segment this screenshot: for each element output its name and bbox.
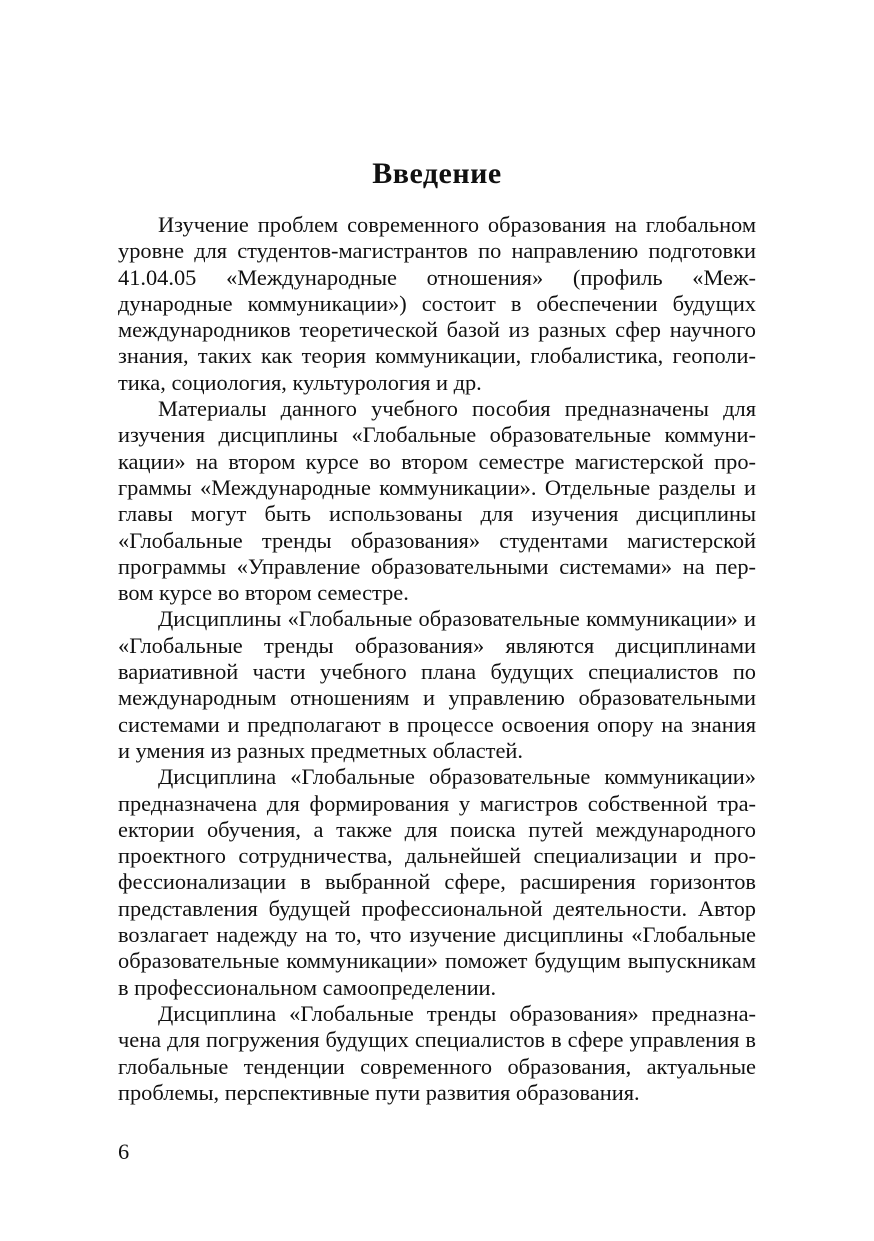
body-text: [118, 212, 756, 1106]
paragraph-3: Дисциплины «Глобальные образовательные коммуникации» и «Глобальные тренды образования» являются дисциплинами вариативной части учебного плана будущих специалистов по международным отношениям и управлению образовательными системами и предполагают в процессе освоения опору на знания и умения из разных предметных областей.: [118, 606, 756, 763]
page-title: Введение: [372, 157, 502, 190]
paragraph-1: Изучение проблем современного образования на глобальном уровне для студентов-магистрантов по направлению подготовки 41.04.05 «Международные отношения» (профиль «Международные коммуникации») состоит в обеспечении будущих международников теоретической базой из разных сфер научного знания, таких как теория коммуникации, глобалистика, геополитика, социология, культурология и др.: [118, 212, 756, 395]
paragraph-4: Дисциплина «Глобальные образовательные коммуникации» предназначена для формирования у магистров собственной траектории обучения, а также для поиска путей международного проектного сотрудничества, дальнейшей специализации и профессионализации в выбранной сфере, расширения горизонтов представления будущей профессиональной деятельности. Автор возлагает надежду на то, что изучение дисциплины «Глобальные образовательные коммуникации» поможет будущим выпускникам в профессиональном самоопределении.: [118, 764, 756, 1000]
paragraph-2: Материалы данного учебного пособия предназначены для изучения дисциплины «Глобальные образовательные коммуникации» на втором курсе во втором семестре магистерской программы «Международные коммуникации». Отдельные разделы и главы могут быть использованы для изучения дисциплины «Глобальные тренды образования» студентами магистерской программы «Управление образовательными системами» на первом курсе во втором семестре.: [118, 396, 756, 606]
paragraph-5: Дисциплина «Глобальные тренды образования» предназначена для погружения будущих специалистов в сфере управления в глобальные тенденции современного образования, актуальные проблемы, перспективные пути развития образования.: [118, 1000, 756, 1105]
page-number: 6: [118, 1139, 130, 1164]
